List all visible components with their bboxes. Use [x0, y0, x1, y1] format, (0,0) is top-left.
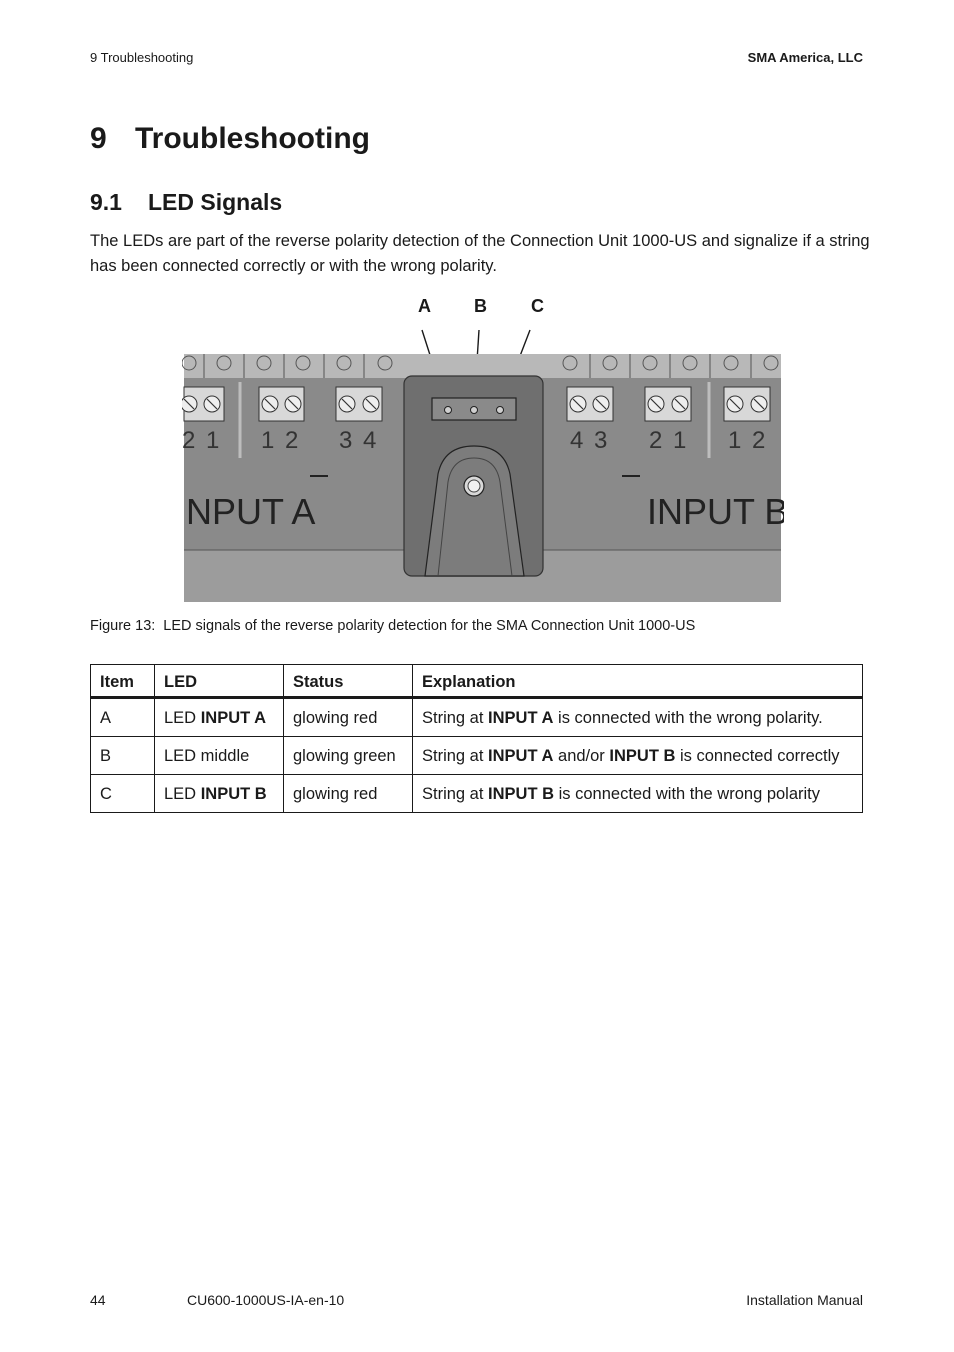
- table-row: [91, 698, 863, 737]
- led-a-icon: [445, 407, 452, 414]
- terminal-number: 3: [339, 427, 353, 454]
- input-b-label: INPUT B: [647, 491, 784, 532]
- cell-led: LED INPUT A: [155, 698, 284, 737]
- terminal-number: 1: [673, 427, 687, 454]
- col-header-explanation: Explanation: [413, 665, 863, 698]
- callout-b: B: [474, 296, 487, 316]
- col-header-led: LED: [155, 665, 284, 698]
- running-header-company: SMA America, LLC: [747, 50, 863, 65]
- callout-c: C: [531, 296, 544, 316]
- led-c-icon: [497, 407, 504, 414]
- terminal-number: 1: [261, 427, 275, 454]
- terminal-number: 1: [728, 427, 742, 454]
- col-header-status: Status: [284, 665, 413, 698]
- terminal-number: 2: [285, 427, 299, 454]
- led-figure: [182, 292, 784, 604]
- cell-item: A: [91, 698, 155, 737]
- figure-caption: [90, 618, 695, 634]
- led-b-icon: [471, 407, 478, 414]
- terminal-number: 3: [594, 427, 608, 454]
- section-number: 9.1: [90, 189, 122, 215]
- table-header-row: [91, 665, 863, 698]
- running-header-section: 9 Troubleshooting: [90, 50, 194, 65]
- callout-a: A: [418, 296, 431, 316]
- chapter-number: 9: [90, 122, 107, 155]
- table-row: [91, 775, 863, 813]
- terminal-number: 2: [182, 427, 196, 454]
- led-signals-table: [90, 664, 863, 813]
- terminal-number: 2: [649, 427, 663, 454]
- intro-paragraph: The LEDs are part of the reverse polarity detection of the Connection Unit 1000-US and signalize if a string has been connected correctly or with the wrong polarity.: [90, 232, 870, 275]
- figure-label: Figure 13:: [90, 618, 156, 634]
- cell-led: LED middle: [155, 737, 284, 775]
- cell-led: LED INPUT B: [155, 775, 284, 813]
- terminal-number: 1: [206, 427, 220, 454]
- cell-explanation: String at INPUT A is connected with the wrong polarity.: [413, 698, 863, 737]
- footer-manual-title: Installation Manual: [746, 1292, 863, 1308]
- footer-doc-id: CU600-1000US-IA-en-10: [187, 1292, 345, 1308]
- chapter-title: Troubleshooting: [135, 122, 370, 155]
- terminal-number: 4: [363, 427, 377, 454]
- connection-unit-illustration: [182, 292, 784, 604]
- section-heading: [90, 189, 282, 216]
- terminal-number: 4: [570, 427, 584, 454]
- terminal-number: 2: [752, 427, 766, 454]
- cell-item: B: [91, 737, 155, 775]
- cell-explanation: String at INPUT A and/or INPUT B is connected correctly: [413, 737, 863, 775]
- section-title: LED Signals: [148, 189, 283, 215]
- input-a-label: NPUT A: [186, 491, 316, 532]
- cell-status: glowing red: [284, 698, 413, 737]
- table-row: [91, 737, 863, 775]
- col-header-item: Item: [91, 665, 155, 698]
- cell-item: C: [91, 775, 155, 813]
- chapter-heading: [90, 122, 370, 156]
- cell-explanation: String at INPUT B is connected with the wrong polarity: [413, 775, 863, 813]
- cell-status: glowing red: [284, 775, 413, 813]
- footer-page-number: 44: [90, 1292, 106, 1308]
- cell-status: glowing green: [284, 737, 413, 775]
- figure-caption-text: LED signals of the reverse polarity detection for the SMA Connection Unit 1000-US: [163, 618, 696, 634]
